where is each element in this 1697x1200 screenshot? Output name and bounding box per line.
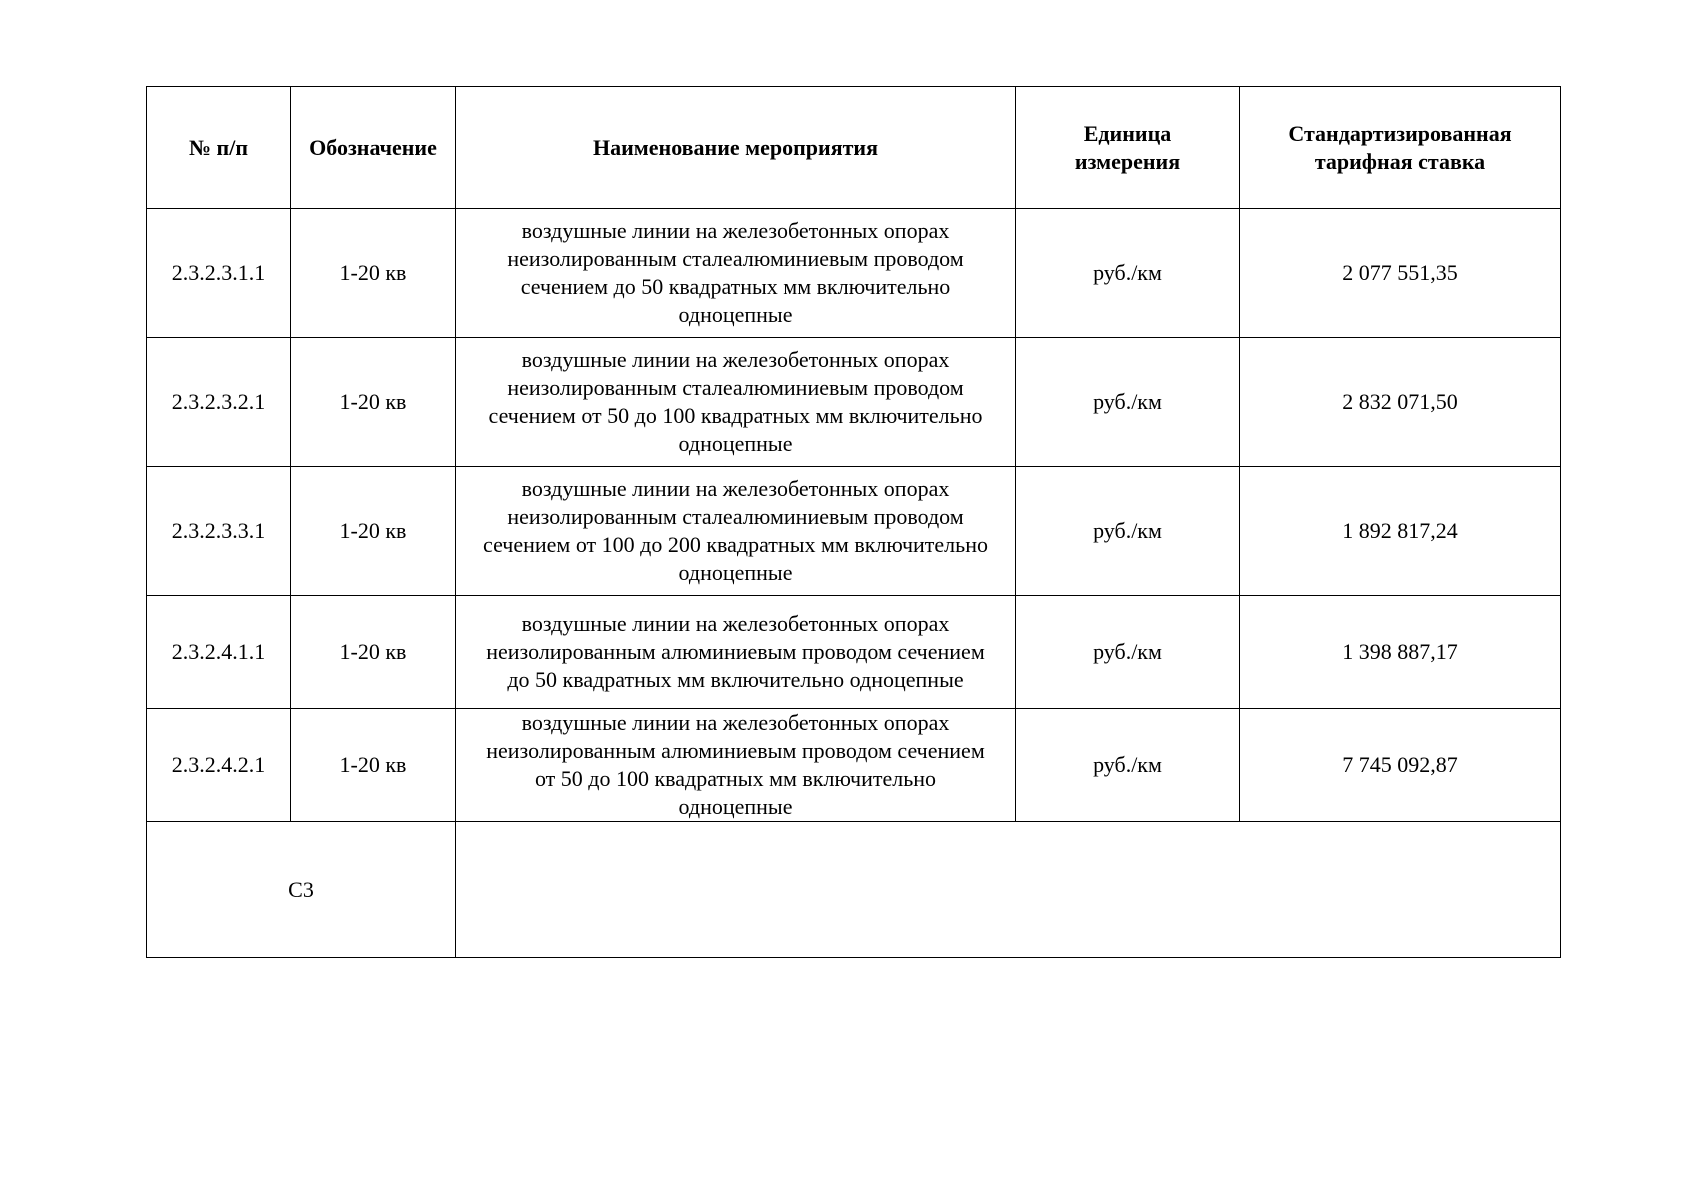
cell-unit: руб./км — [1016, 209, 1240, 338]
footer-label: С3 — [147, 822, 456, 958]
cell-name: воздушные линии на железобетонных опорах неизолированным сталеалюминиевым проводом сечением от 50 до 100 квадратных мм включительно одноцепные — [456, 338, 1016, 467]
table-header-row — [147, 87, 1561, 209]
header-num: № п/п — [147, 87, 291, 209]
cell-rate: 1 398 887,17 — [1240, 596, 1561, 709]
header-unit: Единица измерения — [1016, 87, 1240, 209]
table-row — [147, 467, 1561, 596]
cell-num: 2.3.2.4.1.1 — [147, 596, 291, 709]
table-row — [147, 596, 1561, 709]
cell-unit: руб./км — [1016, 709, 1240, 822]
cell-unit: руб./км — [1016, 596, 1240, 709]
table-footer-row — [147, 822, 1561, 958]
cell-rate: 7 745 092,87 — [1240, 709, 1561, 822]
header-designation: Обозначение — [291, 87, 456, 209]
cell-num: 2.3.2.3.2.1 — [147, 338, 291, 467]
cell-designation: 1-20 кв — [291, 338, 456, 467]
cell-num: 2.3.2.3.3.1 — [147, 467, 291, 596]
cell-rate: 1 892 817,24 — [1240, 467, 1561, 596]
table-row — [147, 709, 1561, 822]
cell-designation: 1-20 кв — [291, 596, 456, 709]
cell-name: воздушные линии на железобетонных опорах неизолированным алюминиевым проводом сечением до 50 квадратных мм включительно одноцепные — [456, 596, 1016, 709]
cell-designation: 1-20 кв — [291, 709, 456, 822]
header-rate: Стандартизированная тарифная ставка — [1240, 87, 1561, 209]
cell-designation: 1-20 кв — [291, 209, 456, 338]
cell-rate: 2 832 071,50 — [1240, 338, 1561, 467]
table-row — [147, 209, 1561, 338]
cell-rate: 2 077 551,35 — [1240, 209, 1561, 338]
cell-unit: руб./км — [1016, 467, 1240, 596]
table-row — [147, 338, 1561, 467]
header-name: Наименование мероприятия — [456, 87, 1016, 209]
cell-num: 2.3.2.4.2.1 — [147, 709, 291, 822]
cell-name: воздушные линии на железобетонных опорах неизолированным алюминиевым проводом сечением от 50 до 100 квадратных мм включительно одноцепные — [456, 709, 1016, 822]
cell-unit: руб./км — [1016, 338, 1240, 467]
cell-name: воздушные линии на железобетонных опорах неизолированным сталеалюминиевым проводом сечением от 100 до 200 квадратных мм включительно одноцепные — [456, 467, 1016, 596]
cell-num: 2.3.2.3.1.1 — [147, 209, 291, 338]
cell-designation: 1-20 кв — [291, 467, 456, 596]
cell-name: воздушные линии на железобетонных опорах неизолированным сталеалюминиевым проводом сечением до 50 квадратных мм включительно одноцепные — [456, 209, 1016, 338]
footer-value — [456, 822, 1561, 958]
tariff-table — [146, 86, 1561, 958]
